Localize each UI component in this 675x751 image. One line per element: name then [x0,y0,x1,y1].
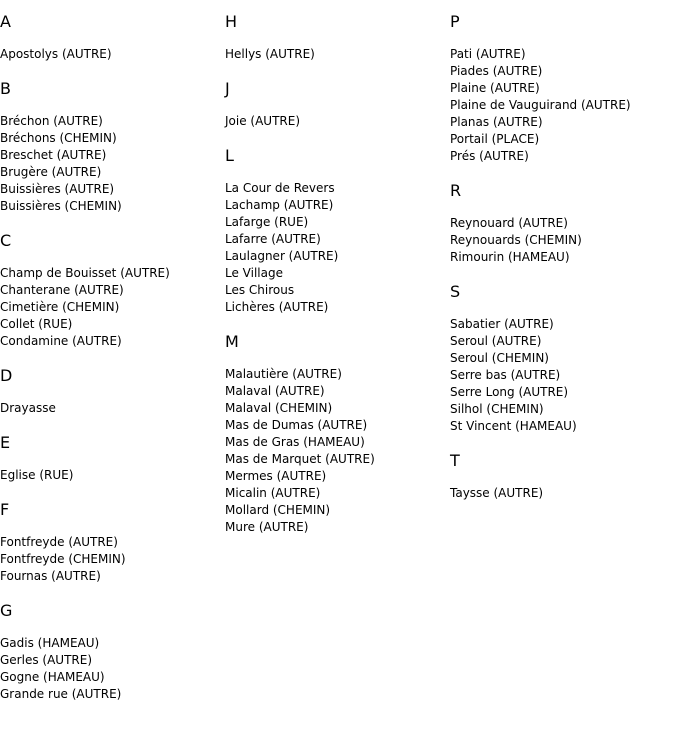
street-index-column-1 [0,0,225,703]
street-entry[interactable]: Lafarge (RUE) [225,215,309,229]
street-entry[interactable]: Fontfreyde (CHEMIN) [0,552,126,566]
street-entry[interactable]: St Vincent (HAMEAU) [450,419,577,433]
letter-heading: B [0,79,11,98]
street-entry[interactable]: Lachamp (AUTRE) [225,198,334,212]
street-entry[interactable]: Mas de Dumas (AUTRE) [225,418,368,432]
street-list [0,467,225,484]
street-entry[interactable]: Rimourin (HAMEAU) [450,250,570,264]
street-entry[interactable]: Joie (AUTRE) [225,114,301,128]
street-entry[interactable]: Champ de Bouisset (AUTRE) [0,266,170,280]
street-entry[interactable]: Apostolys (AUTRE) [0,47,112,61]
street-entry[interactable]: Laulagner (AUTRE) [225,249,339,263]
street-entry[interactable]: Seroul (AUTRE) [450,334,542,348]
letter-section-e [0,433,225,484]
letter-heading: F [0,500,10,519]
street-entry[interactable]: Gerles (AUTRE) [0,653,93,667]
street-entry[interactable]: Piades (AUTRE) [450,64,543,78]
street-list [225,366,450,536]
letter-heading: C [0,231,12,250]
street-entry[interactable]: Les Chirous [225,283,295,297]
street-entry[interactable]: Mas de Gras (HAMEAU) [225,435,365,449]
letter-heading: L [225,146,234,165]
street-entry[interactable]: Brugère (AUTRE) [0,165,102,179]
street-entry[interactable]: La Cour de Revers [225,181,335,195]
street-index-column-3 [450,0,675,502]
letter-section-h [225,12,450,63]
letter-section-f [0,500,225,585]
street-entry[interactable]: Eglise (RUE) [0,468,74,482]
street-entry[interactable]: Gogne (HAMEAU) [0,670,105,684]
street-entry[interactable]: Hellys (AUTRE) [225,47,315,61]
letter-heading: D [0,366,13,385]
letter-heading: H [225,12,238,31]
street-entry[interactable]: Mas de Marquet (AUTRE) [225,452,375,466]
letter-section-d [0,366,225,417]
letter-section-s [450,282,675,435]
letter-section-l [225,146,450,316]
street-entry[interactable]: Buissières (CHEMIN) [0,199,122,213]
street-list [0,113,225,215]
street-entry[interactable]: Gadis (HAMEAU) [0,636,100,650]
street-entry[interactable]: Collet (RUE) [0,317,73,331]
street-entry[interactable]: Malaval (AUTRE) [225,384,325,398]
letter-heading: M [225,332,239,351]
street-entry[interactable]: Buissières (AUTRE) [0,182,115,196]
street-entry[interactable]: Portail (PLACE) [450,132,540,146]
street-entry[interactable]: Silhol (CHEMIN) [450,402,544,416]
letter-section-t [450,451,675,502]
street-list [450,46,675,165]
street-list [450,215,675,266]
street-entry[interactable]: Reynouards (CHEMIN) [450,233,582,247]
letter-section-r [450,181,675,266]
street-list [0,534,225,585]
street-entry[interactable]: Serre bas (AUTRE) [450,368,561,382]
letter-heading: P [450,12,460,31]
street-entry[interactable]: Le Village [225,266,283,280]
street-list [225,113,450,130]
street-entry[interactable]: Malaval (CHEMIN) [225,401,333,415]
letter-heading: E [0,433,11,452]
street-entry[interactable]: Lafarre (AUTRE) [225,232,321,246]
street-entry[interactable]: Pati (AUTRE) [450,47,526,61]
street-list [450,316,675,435]
street-entry[interactable]: Fontfreyde (AUTRE) [0,535,118,549]
street-entry[interactable]: Condamine (AUTRE) [0,334,122,348]
letter-section-g [0,601,225,703]
letter-heading: J [225,79,230,98]
letter-section-a [0,12,225,63]
letter-section-p [450,12,675,165]
street-entry[interactable]: Sabatier (AUTRE) [450,317,554,331]
street-entry[interactable]: Drayasse [0,401,56,415]
street-index-column-2 [225,0,450,536]
street-entry[interactable]: Micalin (AUTRE) [225,486,321,500]
letter-heading: T [450,451,460,470]
street-entry[interactable]: Serre Long (AUTRE) [450,385,569,399]
letter-heading: G [0,601,13,620]
street-entry[interactable]: Mure (AUTRE) [225,520,309,534]
street-entry[interactable]: Plaine de Vauguirand (AUTRE) [450,98,631,112]
street-entry[interactable]: Chanterane (AUTRE) [0,283,124,297]
letter-section-j [225,79,450,130]
street-entry[interactable]: Breschet (AUTRE) [0,148,107,162]
street-list [225,46,450,63]
street-list [0,46,225,63]
street-list [0,635,225,703]
street-entry[interactable]: Planas (AUTRE) [450,115,543,129]
street-entry[interactable]: Taysse (AUTRE) [450,486,544,500]
street-entry[interactable]: Malautière (AUTRE) [225,367,342,381]
street-entry[interactable]: Cimetière (CHEMIN) [0,300,120,314]
street-entry[interactable]: Reynouard (AUTRE) [450,216,568,230]
letter-section-b [0,79,225,215]
street-entry[interactable]: Bréchon (AUTRE) [0,114,103,128]
street-entry[interactable]: Plaine (AUTRE) [450,81,540,95]
letter-heading: R [450,181,462,200]
street-entry[interactable]: Prés (AUTRE) [450,149,529,163]
street-list [0,400,225,417]
letter-heading: S [450,282,461,301]
street-list [0,265,225,350]
street-entry[interactable]: Mollard (CHEMIN) [225,503,331,517]
street-list [450,485,675,502]
street-entry[interactable]: Seroul (CHEMIN) [450,351,549,365]
street-entry[interactable]: Fournas (AUTRE) [0,569,101,583]
letter-section-m [225,332,450,536]
street-entry[interactable]: Mermes (AUTRE) [225,469,327,483]
street-entry[interactable]: Lichères (AUTRE) [225,300,329,314]
letter-heading: A [0,12,11,31]
street-list [225,180,450,316]
letter-section-c [0,231,225,350]
street-entry[interactable]: Bréchons (CHEMIN) [0,131,117,145]
street-entry[interactable]: Grande rue (AUTRE) [0,687,122,701]
